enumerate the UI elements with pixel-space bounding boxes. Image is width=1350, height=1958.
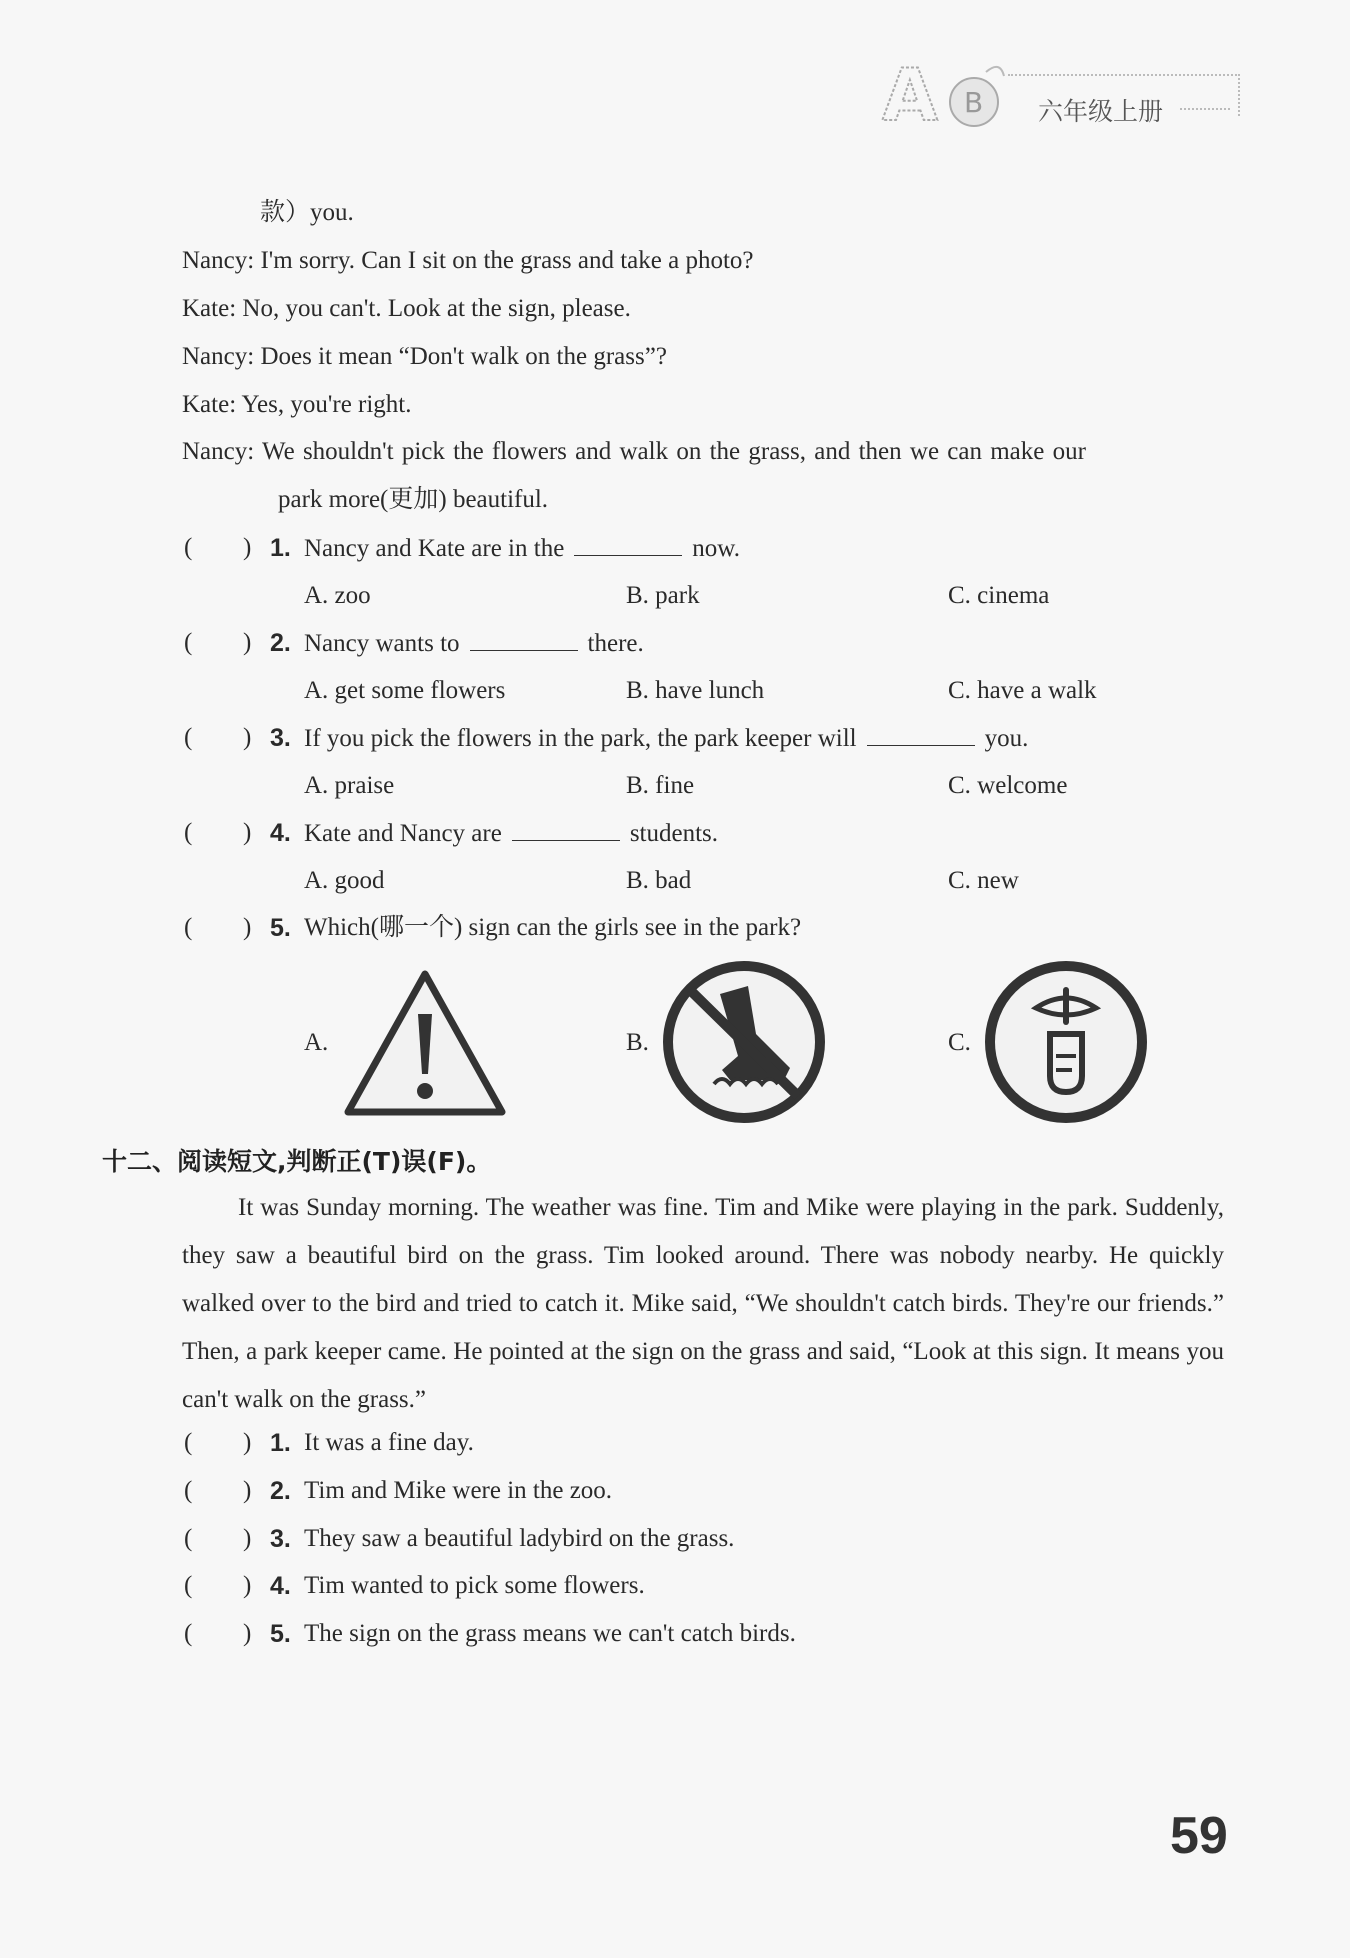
answer-slot[interactable]: ): [243, 534, 252, 561]
fill-blank[interactable]: [512, 818, 620, 841]
option-a[interactable]: A. zoo: [304, 582, 371, 609]
dialogue-line: Kate: Yes, you're right.: [182, 391, 412, 418]
answer-slot[interactable]: ): [243, 1572, 252, 1599]
option-b[interactable]: B. have lunch: [626, 677, 765, 704]
option-c[interactable]: C. cinema: [948, 582, 1050, 609]
option-b[interactable]: B. fine: [626, 772, 695, 799]
svg-text:B: B: [964, 86, 984, 119]
answer-slot[interactable]: ): [243, 914, 252, 941]
reading-passage: It was Sunday morning. The weather was fine. Tim and Mike were playing in the park. Suddenly, they saw a beautiful bird on the grass. Tim looked around. There was nobody nearby. He quickly walked over to the bird and tried to catch it. Mike said, “We shouldn't catch birds. They're our friends.” Then, a park keeper came. He pointed at the sign on the grass and said, “Look at this sign. It means you can't walk on the grass.”: [182, 1194, 1224, 1413]
answer-slot[interactable]: ): [243, 1525, 252, 1552]
fill-blank[interactable]: [574, 533, 682, 556]
answer-slot[interactable]: ): [243, 1620, 252, 1647]
workbook-page: A B 六年级上册 款）you. Nancy: I'm sorry. Can I sit on the grass and take a photo? Kate: No, you can't. Look at the sign, please. Nancy: Does it mean “Don't walk on the grass”? Kate: Yes, you're right. Nancy: We shouldn't pick the flowers and walk on the grass, and then we can make our park more(更加) beautiful. ( ) 1. Nancy and Kate are in the now. A. zoo B. park C. cinema ( ) 2. Nancy wants to there. A. get some flowers B. have lunch C. have a walk ( ) 3. If you pick the flowers in the park, the park keeper will you. A. praise B. fine C. welcome ( ) 4. Kate and Nancy are students. A. good B. bad C. new ( ) 5. Which(哪一个) sign can the girls see in the park? A. B. C. 十二、阅读短文,判断正(T)误(F)。 It was Sunday morning. The weather was fine. Tim and Mike were playing in the park. Suddenly, they saw a beautiful bird on the grass. Tim looked around. There was nobody nearby. He quickly walked over to the bird and tried to catch it. Mike said, “We shouldn't catch birds. They're our friends.” Then, a park keeper came. He pointed at the sign on the grass and said, “Look at this sign. It means you can't walk on the grass.” ( ) 1. It was a fine day. ( ) 2. Tim and Mike were in the zoo. ( ) 3. They saw a beautiful ladybird on the grass. ( ) 4. Tim wanted to pick some flowers. ( ) 5. The sign on the grass means we can't catch birds. 59: [0, 0, 1350, 1958]
option-b[interactable]: B.: [626, 1029, 649, 1056]
header-dotted-line: [1180, 108, 1230, 110]
option-c[interactable]: C. welcome: [948, 772, 1068, 799]
keep-quiet-sign-icon[interactable]: [984, 960, 1148, 1124]
answer-slot[interactable]: ): [243, 629, 252, 656]
speaker-name: Kate: [182, 391, 230, 418]
option-b[interactable]: B. park: [626, 582, 700, 609]
svg-text:A: A: [882, 53, 938, 132]
section-12-title: 十二、阅读短文,判断正(T)误(F)。: [102, 1147, 492, 1176]
dialogue-line: park more(更加) beautiful.: [278, 486, 549, 513]
warning-sign-icon[interactable]: [340, 966, 510, 1120]
option-b[interactable]: B. bad: [626, 867, 692, 894]
speaker-name: Kate: [182, 295, 230, 322]
answer-slot[interactable]: ): [243, 1429, 252, 1456]
dialogue-line: 款）you.: [260, 199, 354, 226]
option-a[interactable]: A. good: [304, 867, 385, 894]
option-a[interactable]: A. get some flowers: [304, 677, 506, 704]
fill-blank[interactable]: [470, 628, 578, 651]
answer-slot[interactable]: ): [243, 724, 252, 751]
dialogue-line: Kate: No, you can't. Look at the sign, please.: [182, 295, 631, 322]
answer-slot[interactable]: ): [243, 1477, 252, 1504]
option-a[interactable]: A.: [304, 1029, 329, 1056]
option-c[interactable]: C. new: [948, 867, 1019, 894]
dialogue-line: Nancy: We shouldn't pick the flowers and walk on the grass, and then we can make our: [182, 438, 1086, 465]
fill-blank[interactable]: [867, 723, 975, 746]
page-number: 59: [1170, 1807, 1228, 1865]
option-a[interactable]: A. praise: [304, 772, 395, 799]
option-c[interactable]: C. have a walk: [948, 677, 1097, 704]
ab-logo-icon: [878, 52, 1008, 132]
grade-label: 六年级上册: [1038, 97, 1164, 126]
no-walking-on-grass-sign-icon[interactable]: [662, 960, 826, 1124]
option-c[interactable]: C.: [948, 1029, 971, 1056]
dialogue-line: Nancy: Does it mean “Don't walk on the grass”?: [182, 343, 667, 370]
speaker-name: Nancy: [182, 343, 248, 370]
speaker-name: Nancy: [182, 438, 248, 465]
dialogue-line: Nancy: I'm sorry. Can I sit on the grass and take a photo?: [182, 247, 754, 274]
speaker-name: Nancy: [182, 247, 248, 274]
answer-slot[interactable]: ): [243, 819, 252, 846]
